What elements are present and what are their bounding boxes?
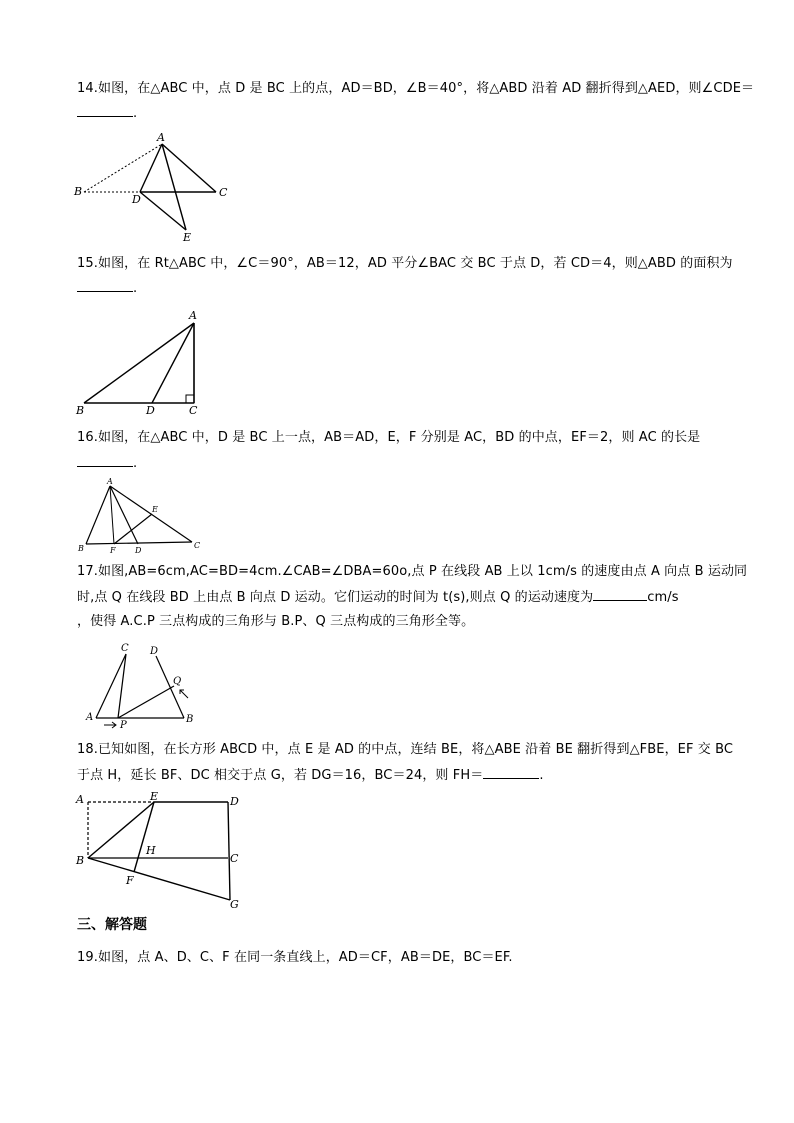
q16-blank[interactable]	[77, 454, 133, 467]
q15-label-b: B	[76, 404, 85, 417]
q18-line2: 于点 H，延长 BF、DC 相交于点 G，若 DG＝16，BC＝24，则 FH＝ .	[77, 768, 544, 783]
q16-label-b: B	[78, 544, 84, 553]
q18-label-g: G	[230, 898, 239, 911]
q15-answer-line: .	[77, 279, 137, 298]
q14-blank[interactable]	[77, 104, 133, 117]
q15-blank[interactable]	[77, 279, 133, 292]
q16-label-f: F	[110, 546, 116, 554]
q16-label-a: A	[107, 477, 113, 486]
q17-line3: ，使得 A.C.P 三点构成的三角形与 B.P、Q 三点构成的三角形全等。	[77, 614, 475, 629]
q17-figure	[80, 640, 200, 732]
q18-label-d: D	[230, 795, 239, 808]
q14-answer-line: .	[77, 104, 137, 123]
q17-line1: 17.如图,AB=6cm,AC=BD=4cm.∠CAB=∠DBA=60o,点 P 在线段 AB 上以 1cm/s 的速度由点 A 向点 B 运动同	[77, 564, 748, 579]
q17-label-b: B	[186, 714, 194, 725]
q15-label-d: D	[146, 404, 155, 417]
q16-answer-line: .	[77, 454, 137, 473]
q18-blank[interactable]	[483, 766, 539, 779]
q17-label-q: Q	[173, 676, 182, 687]
q16-text: 16.如图，在△ABC 中，D 是 BC 上一点，AB＝AD，E，F 分别是 AC，BD 的中点，EF＝2，则 AC 的长是	[77, 430, 701, 445]
q18-line1: 18.已知如图，在长方形 ABCD 中，点 E 是 AD 的中点，连结 BE，将△ABE 沿着 BE 翻折得到△FBE，EF 交 BC	[77, 742, 734, 757]
q16-label-d: D	[135, 546, 142, 554]
q14-label-a: A	[157, 131, 165, 144]
q17-label-c: C	[121, 643, 129, 654]
q18-label-h: H	[146, 844, 156, 857]
q17-label-a: A	[86, 712, 94, 723]
q14-figure	[70, 130, 240, 245]
q15-figure	[70, 305, 210, 417]
q18-label-a: A	[76, 793, 84, 806]
q16-figure	[72, 476, 207, 554]
q16-label-e: E	[152, 505, 158, 514]
q15-text: 15.如图，在 Rt△ABC 中，∠C＝90°，AB＝12，AD 平分∠BAC 交 BC 于点 D，若 CD＝4，则△ABD 的面积为	[77, 256, 733, 271]
q17-label-d: D	[150, 646, 159, 657]
q14-text: 14.如图，在△ABC 中，点 D 是 BC 上的点，AD＝BD，∠B＝40°，将△ABD 沿着 AD 翻折得到△AED，则∠CDE＝	[77, 81, 755, 96]
q17-blank[interactable]	[593, 588, 647, 601]
q18-label-b: B	[76, 854, 85, 867]
q17-label-p: P	[120, 720, 127, 731]
q15-label-a: A	[189, 309, 197, 322]
q16-label-c: C	[194, 541, 201, 550]
q14-label-d: D	[132, 193, 141, 206]
q14-label-c: C	[219, 186, 228, 199]
q14-label-b: B	[74, 185, 83, 198]
q18-label-e: E	[150, 790, 159, 803]
q18-label-f: F	[126, 874, 134, 887]
section3-title: 三、解答题	[77, 917, 147, 933]
q15-label-c: C	[189, 404, 198, 417]
q14-label-e: E	[183, 231, 192, 244]
q19-text: 19.如图，点 A、D、C、F 在同一条直线上，AD＝CF，AB＝DE，BC＝EF.	[77, 950, 513, 965]
q17-line2: 时,点 Q 在线段 BD 上由点 B 向点 D 运动。它们运动的时间为 t(s),则点 Q 的运动速度为 cm/s	[77, 590, 679, 605]
q18-label-c: C	[230, 852, 239, 865]
q18-figure	[70, 790, 250, 912]
